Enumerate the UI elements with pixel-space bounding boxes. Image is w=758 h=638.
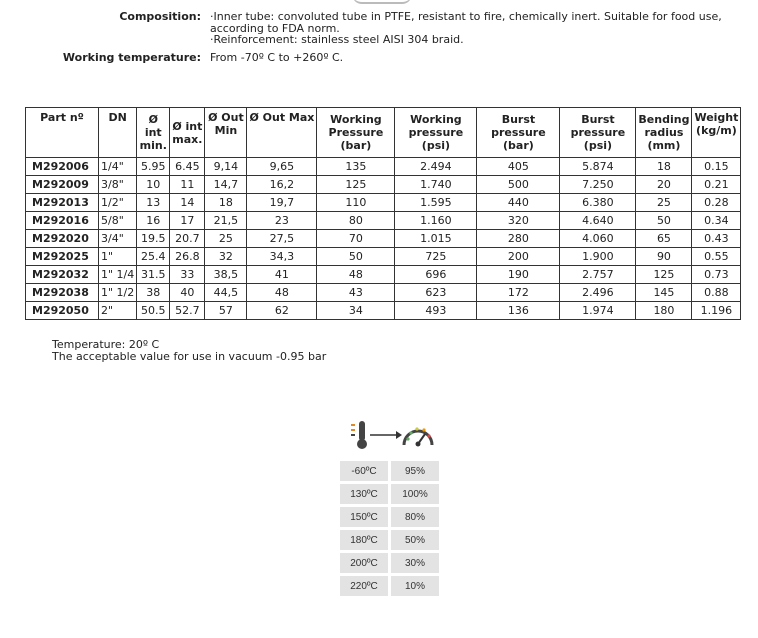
table-cell: 41 (247, 266, 317, 284)
part-number-cell: M292050 (26, 302, 99, 320)
table-cell: 1/2" (99, 194, 137, 212)
notes (52, 339, 326, 362)
table-cell: 1" (99, 248, 137, 266)
temperature-cell: 150ºC (340, 507, 388, 527)
part-number-cell: M292016 (26, 212, 99, 230)
table-cell: 6.380 (560, 194, 636, 212)
table-cell: 3/8" (99, 176, 137, 194)
temperature-cell: 180ºC (340, 530, 388, 550)
table-cell: 13 (137, 194, 170, 212)
table-row (26, 302, 741, 320)
table-row (26, 230, 741, 248)
table-cell: 70 (317, 230, 395, 248)
table-cell: 38 (137, 284, 170, 302)
table-cell: 50 (317, 248, 395, 266)
table-cell: 2.496 (560, 284, 636, 302)
derating-row (340, 484, 439, 504)
parts-table-body (26, 158, 741, 320)
part-number-cell: M292032 (26, 266, 99, 284)
table-cell: 1/4" (99, 158, 137, 176)
col-header: Part nº (26, 108, 99, 158)
table-cell: 48 (317, 266, 395, 284)
col-header: Ø Out Min (205, 108, 247, 158)
table-cell: 80 (317, 212, 395, 230)
table-cell: 7.250 (560, 176, 636, 194)
table-cell: 16 (137, 212, 170, 230)
working-temp-value: From -70º C to +260º C. (210, 50, 344, 64)
table-cell: 26.8 (170, 248, 205, 266)
table-cell: 125 (636, 266, 692, 284)
col-header: Bending radius (mm) (636, 108, 692, 158)
parts-table (25, 107, 741, 320)
table-cell: 50.5 (137, 302, 170, 320)
pressure-gauge-icon (404, 427, 432, 446)
table-cell: 34,3 (247, 248, 317, 266)
table-cell: 2.757 (560, 266, 636, 284)
table-cell: 20.7 (170, 230, 205, 248)
table-cell: 180 (636, 302, 692, 320)
table-cell: 0.88 (692, 284, 741, 302)
table-cell: 5/8" (99, 212, 137, 230)
table-cell: 0.15 (692, 158, 741, 176)
table-cell: 172 (477, 284, 560, 302)
table-cell: 0.21 (692, 176, 741, 194)
part-number-cell: M292009 (26, 176, 99, 194)
table-cell: 33 (170, 266, 205, 284)
table-cell: 1.595 (395, 194, 477, 212)
col-header: Burst pressure (bar) (477, 108, 560, 158)
table-cell: 27,5 (247, 230, 317, 248)
table-cell: 9,65 (247, 158, 317, 176)
table-row (26, 248, 741, 266)
derating-table (337, 458, 442, 599)
composition-line: ·Reinforcement: stainless steel AISI 304 braid. (210, 33, 464, 46)
table-row (26, 176, 741, 194)
table-cell: 11 (170, 176, 205, 194)
derating-table-body (340, 461, 439, 596)
part-number-cell: M292013 (26, 194, 99, 212)
composition-line: ·Inner tube: convoluted tube in PTFE, resistant to fire, chemically inert. Suitable for food use, (210, 10, 722, 23)
pressure-percent-cell: 95% (391, 461, 439, 481)
table-cell: 135 (317, 158, 395, 176)
col-header: Ø int min. (137, 108, 170, 158)
table-cell: 2.494 (395, 158, 477, 176)
thermometer-icon (351, 421, 367, 449)
col-header: Working pressure (psi) (395, 108, 477, 158)
table-cell: 65 (636, 230, 692, 248)
table-cell: 90 (636, 248, 692, 266)
temperature-cell: 220ºC (340, 576, 388, 596)
table-cell: 40 (170, 284, 205, 302)
table-cell: 62 (247, 302, 317, 320)
table-cell: 16,2 (247, 176, 317, 194)
table-cell: 23 (247, 212, 317, 230)
table-cell: 50 (636, 212, 692, 230)
col-header: Working Pressure (bar) (317, 108, 395, 158)
table-cell: 110 (317, 194, 395, 212)
table-cell: 125 (317, 176, 395, 194)
table-cell: 500 (477, 176, 560, 194)
composition-value (210, 11, 730, 46)
table-cell: 5.874 (560, 158, 636, 176)
table-cell: 25.4 (137, 248, 170, 266)
table-cell: 14 (170, 194, 205, 212)
table-cell: 0.55 (692, 248, 741, 266)
table-cell: 6.45 (170, 158, 205, 176)
derating-icons (348, 418, 438, 452)
temperature-cell: 130ºC (340, 484, 388, 504)
table-cell: 19,7 (247, 194, 317, 212)
table-cell: 18 (636, 158, 692, 176)
temperature-cell: 200ºC (340, 553, 388, 573)
table-cell: 2" (99, 302, 137, 320)
table-cell: 1" 1/2 (99, 284, 137, 302)
table-cell: 18 (205, 194, 247, 212)
table-cell: 3/4" (99, 230, 137, 248)
table-cell: 0.28 (692, 194, 741, 212)
table-cell: 1.740 (395, 176, 477, 194)
temperature-cell: -60ºC (340, 461, 388, 481)
pressure-percent-cell: 30% (391, 553, 439, 573)
top-decoration (352, 0, 412, 4)
table-cell: 9,14 (205, 158, 247, 176)
table-cell: 1.160 (395, 212, 477, 230)
table-cell: 725 (395, 248, 477, 266)
pressure-percent-cell: 50% (391, 530, 439, 550)
col-header: DN (99, 108, 137, 158)
composition-line: according to FDA norm. (210, 21, 340, 35)
table-cell: 25 (205, 230, 247, 248)
table-cell: 4.060 (560, 230, 636, 248)
table-cell: 1.196 (692, 302, 741, 320)
table-cell: 17 (170, 212, 205, 230)
derating-row (340, 553, 439, 573)
table-cell: 145 (636, 284, 692, 302)
composition-row (0, 11, 758, 46)
derating-row (340, 507, 439, 527)
table-row (26, 194, 741, 212)
table-cell: 19.5 (137, 230, 170, 248)
table-row (26, 212, 741, 230)
part-number-cell: M292025 (26, 248, 99, 266)
table-cell: 48 (247, 284, 317, 302)
table-cell: 52.7 (170, 302, 205, 320)
arrow-right-icon (370, 431, 402, 439)
composition-label: Composition: (119, 10, 201, 23)
table-cell: 405 (477, 158, 560, 176)
temperature-note: Temperature: 20º C (52, 338, 160, 351)
table-cell: 1.974 (560, 302, 636, 320)
table-cell: 31.5 (137, 266, 170, 284)
table-cell: 21,5 (205, 212, 247, 230)
col-header: Weight (kg/m) (692, 108, 741, 158)
col-header: Ø Out Max (247, 108, 317, 158)
derating-row (340, 576, 439, 596)
table-cell: 320 (477, 212, 560, 230)
table-cell: 38,5 (205, 266, 247, 284)
table-cell: 623 (395, 284, 477, 302)
table-cell: 200 (477, 248, 560, 266)
table-cell: 20 (636, 176, 692, 194)
table-row (26, 158, 741, 176)
part-number-cell: M292038 (26, 284, 99, 302)
table-cell: 32 (205, 248, 247, 266)
table-cell: 190 (477, 266, 560, 284)
table-row (26, 284, 741, 302)
table-cell: 25 (636, 194, 692, 212)
table-cell: 136 (477, 302, 560, 320)
col-header: Ø int max. (170, 108, 205, 158)
table-cell: 1.015 (395, 230, 477, 248)
table-cell: 0.43 (692, 230, 741, 248)
table-cell: 1.900 (560, 248, 636, 266)
table-cell: 696 (395, 266, 477, 284)
table-cell: 43 (317, 284, 395, 302)
table-cell: 4.640 (560, 212, 636, 230)
part-number-cell: M292020 (26, 230, 99, 248)
table-cell: 5.95 (137, 158, 170, 176)
part-number-cell: M292006 (26, 158, 99, 176)
table-cell: 0.34 (692, 212, 741, 230)
derating-row (340, 530, 439, 550)
table-cell: 57 (205, 302, 247, 320)
vacuum-note: The acceptable value for use in vacuum -0.95 bar (52, 349, 327, 363)
col-header: Burst pressure (psi) (560, 108, 636, 158)
table-cell: 44,5 (205, 284, 247, 302)
table-row (26, 266, 741, 284)
table-cell: 14,7 (205, 176, 247, 194)
table-cell: 280 (477, 230, 560, 248)
table-cell: 440 (477, 194, 560, 212)
table-cell: 1" 1/4 (99, 266, 137, 284)
pressure-percent-cell: 100% (391, 484, 439, 504)
derating-row (340, 461, 439, 481)
spec-block (0, 11, 758, 63)
pressure-percent-cell: 10% (391, 576, 439, 596)
working-temp-row (0, 52, 758, 64)
working-temp-label: Working temperature: (62, 50, 201, 64)
table-cell: 493 (395, 302, 477, 320)
pressure-percent-cell: 80% (391, 507, 439, 527)
table-header-row (26, 108, 741, 158)
table-cell: 34 (317, 302, 395, 320)
table-cell: 0.73 (692, 266, 741, 284)
table-cell: 10 (137, 176, 170, 194)
